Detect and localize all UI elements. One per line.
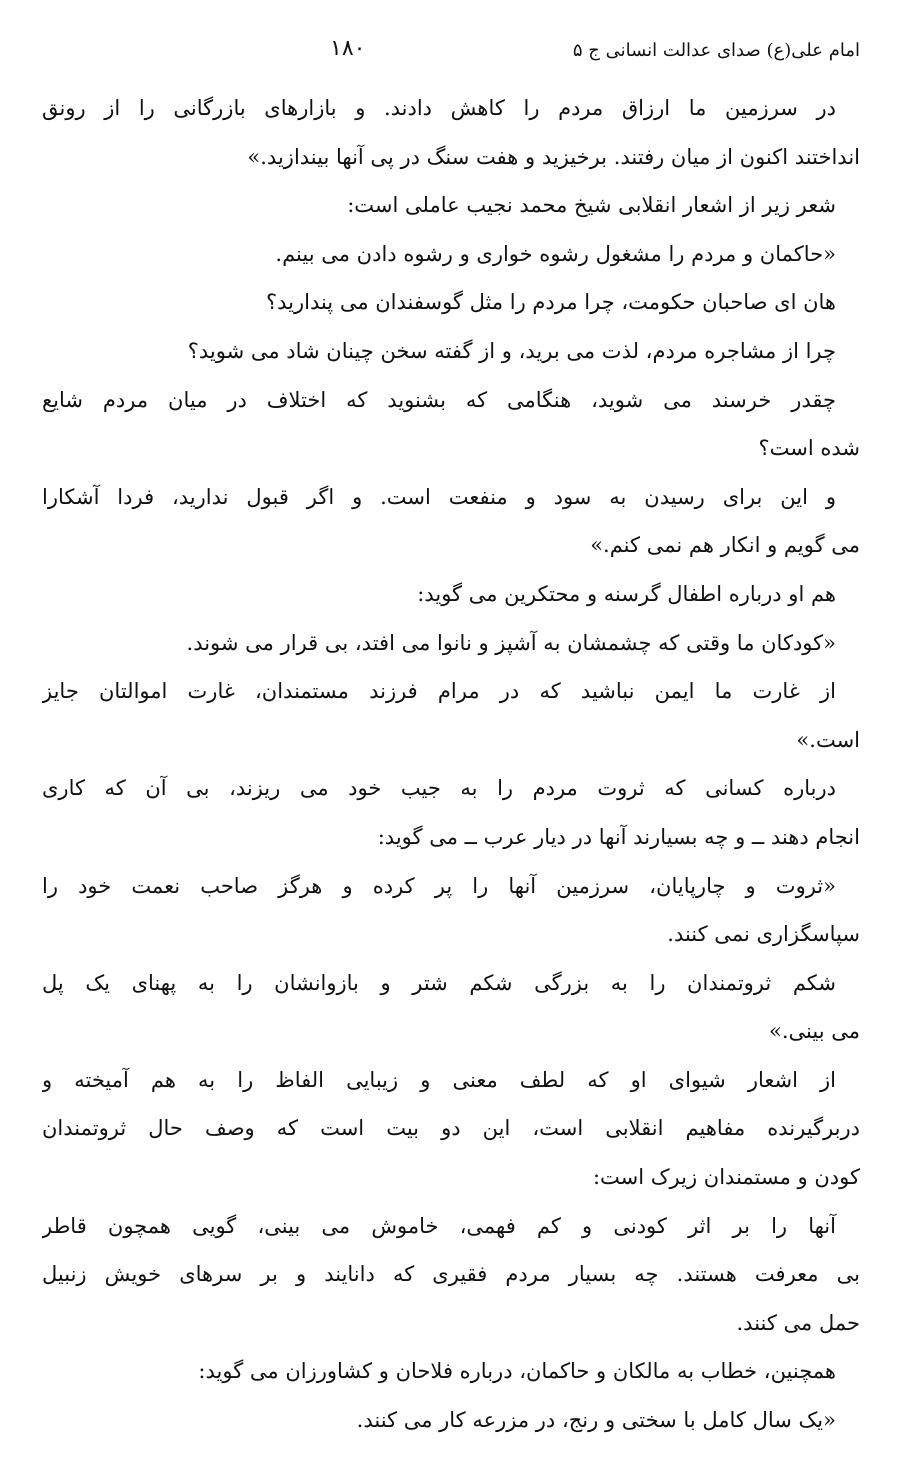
text-line: دربرگیرنده مفاهیم انقلابی است، این دو بیت است که وصف حال ثروتمندان: [42, 1116, 860, 1141]
text-line: سپاسگزاری نمی کنند.: [667, 922, 860, 947]
text-line: انجام دهند ــ و چه بسیارند آنها در دیار عرب ــ می گوید:: [377, 824, 860, 849]
text-line: انداختند اکنون از میان رفتند. برخیزید و هفت سنگ در پی آنها بیندازید.»: [247, 144, 860, 169]
text-line: هان ای صاحبان حکومت، چرا مردم را مثل گوسفندان می پندارید؟: [265, 290, 836, 315]
text-line: می بینی.»: [769, 1019, 860, 1044]
text-line: شده است؟: [758, 436, 860, 461]
text-line: «ثروت و چارپایان، سرزمین آنها را پر کرده و هرگز صاحب نعمت خود را: [42, 873, 836, 898]
text-line: چرا از مشاجره مردم، لذت می برید، و از گفته سخن چینان شاد می شوید؟: [187, 338, 836, 363]
running-title: امام علی(ع) صدای عدالت انسانی ج ۵: [572, 40, 860, 61]
page-number: ۱۸۰: [330, 36, 366, 61]
text-line: می گویم و انکار هم نمی کنم.»: [590, 533, 860, 558]
text-line: آنها را بر اثر کودنی و کم فهمی، خاموش می بینی، گویی همچون قاطر: [42, 1213, 836, 1238]
text-line: شعر زیر از اشعار انقلابی شیخ محمد نجیب عاملی است:: [347, 193, 836, 218]
text-line: درباره کسانی که ثروت مردم را به جیب خود می ریزند، بی آن که کاری: [42, 776, 836, 801]
text-line: «یک سال کامل با سختی و رنج، در مزرعه کار می کنند.: [356, 1408, 836, 1433]
text-line: است.»: [796, 727, 860, 752]
text-line: «کودکان ما وقتی که چشمشان به آشپز و نانوا می افتد، بی قرار می شوند.: [186, 630, 836, 655]
text-line: حمل می کنند.: [736, 1310, 860, 1335]
text-line: از اشعار شیوای او که لطف معنی و زیبایی الفاظ را به هم آمیخته و: [42, 1067, 836, 1092]
text-line: و این برای رسیدن به سود و منفعت است. و اگر قبول ندارید، فردا آشکارا: [42, 484, 836, 509]
page-header: [40, 36, 860, 70]
text-line: «حاکمان و مردم را مشغول رشوه خواری و رشوه دادن می بینم.: [275, 241, 836, 266]
text-line: شکم ثروتمندان را به بزرگی شکم شتر و بازوانشان را به پهنای یک پل: [42, 970, 836, 995]
text-line: همچنین، خطاب به مالکان و حاکمان، درباره فلاحان و کشاورزان می گوید:: [198, 1359, 836, 1384]
text-line: چقدر خرسند می شوید، هنگامی که بشنوید که اختلاف در میان مردم شایع: [42, 387, 836, 412]
text-line: در سرزمین ما ارزاق مردم را کاهش دادند. و بازارهای بازرگانی را از رونق: [42, 96, 836, 120]
body-text: [42, 84, 860, 1445]
text-line: هم او درباره اطفال گرسنه و محتکرین می گوید:: [417, 581, 836, 606]
text-line: کودن و مستمندان زیرک است:: [592, 1165, 860, 1190]
text-line: از غارت ما ایمن نباشید که در مرام فرزند مستمندان، غارت اموالتان جایز: [42, 679, 836, 704]
text-line: بی معرفت هستند. چه بسیار مردم فقیری که دانایند و بر سرهای خویش زنبیل: [42, 1262, 860, 1287]
